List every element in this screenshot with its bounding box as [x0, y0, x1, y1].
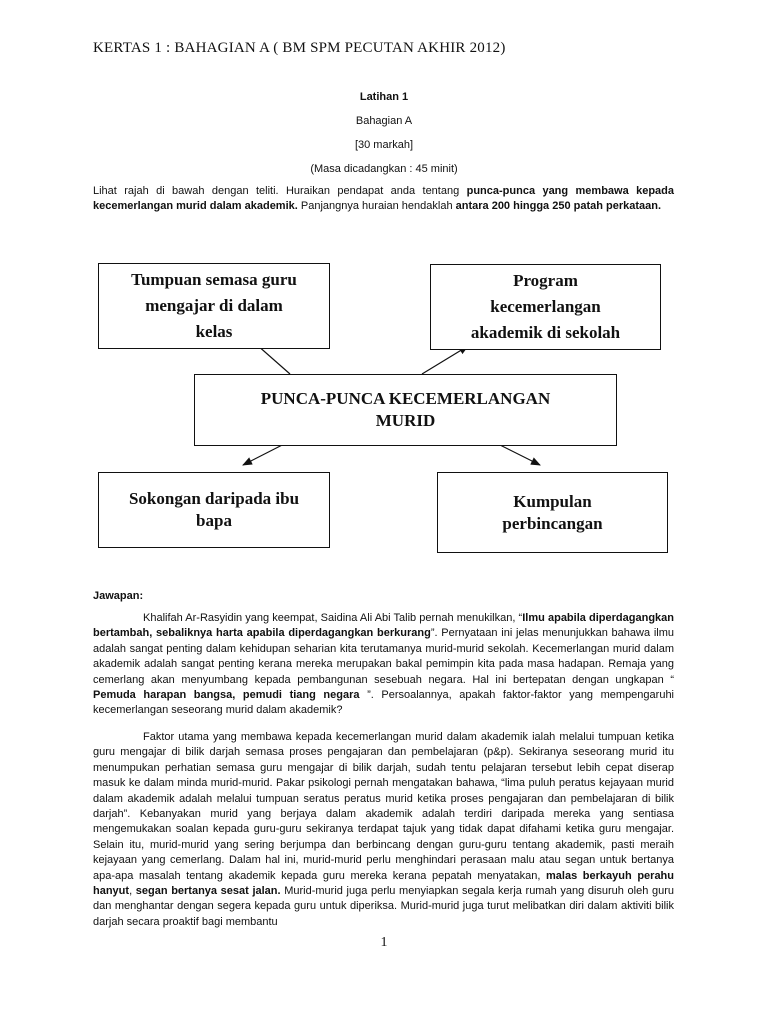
cause-box-study-group: [437, 472, 668, 553]
paragraph-text: Faktor utama yang membawa kepada kecemerlangan murid dalam akademik ialah melalui tumpuan ketika guru mengajar di bilik darjah semasa proses pengajaran dan pembelajaran (p&p). Sekiranya seseorang murid itu menumpukan perhatian semasa guru mengajar di bilik darjah, sudah tentu pelajaran tersebut lebih cepat diserap masuk ke dalam minda murid-murid. Pakar psikologi pernah mengatakan bahawa, “lima puluh peratus kejayaan murid dalam akademik adalah melalui tumpuan seratus peratus murid ketika proses pengajaran dan pembelajaran di bilik darjah”. Kebanyakan murid yang berjaya dalam akademik adalah terdiri daripada mereka yang sentiasa mengemukakan soalan kepada guru-guru sekiranya terdapat tajuk yang tidak dapat difahami ketika guru mengajar. Selain itu, murid-murid yang sering berjumpa dan berbincang dengan guru-guru tentang akademik, pasti meraih kejayaan yang cemerlang. Dalam hal ini, murid-murid perlu menghindari perasaan malu atau segan untuk bertanya apa-apa masalah tentang akademik kepada guru mereka kerana pepatah menyatakan,: [93, 731, 674, 882]
quote-bold: Ilmu apabila diperdagangkan bertambah, sebaliknya harta apabila diperdagangkan berkurang: [93, 612, 674, 640]
box-line: bapa: [196, 511, 232, 530]
paragraph-text: Khalifah Ar-Rasyidin yang keempat, Saidina Ali Abi Talib pernah menukilkan, “: [143, 612, 523, 624]
box-line: Sokongan daripada ibu: [128, 489, 300, 508]
answer-paragraph-2: [93, 730, 674, 930]
answer-label: Jawapan:: [93, 590, 144, 602]
instructions: [93, 184, 674, 214]
quote-bold: Pemuda harapan bangsa, pemudi tiang negara: [93, 689, 360, 702]
box-line: kecemerlangan: [490, 297, 601, 316]
exercise-title: Latihan 1: [359, 91, 409, 103]
paragraph-text: ,: [129, 885, 136, 898]
arrow-top-right: [422, 346, 468, 374]
exercise-section: Bahagian A: [355, 115, 413, 127]
paragraph-text: Murid-murid juga perlu menyiapkan segala kerja rumah yang disuruh oleh guru dan menghantar dengan segera kepada guru untuk diperiksa. Murid-murid juga turut melibatkan diri dalam aktiviti bilik darjah secara proaktif bagi membantu: [93, 885, 674, 928]
box-line: Tumpuan semasa guru: [131, 270, 297, 289]
document-header: KERTAS 1 : BAHAGIAN A ( BM SPM PECUTAN AKHIR 2012): [93, 40, 506, 56]
paragraph-text: ”. Pernyataan ini jelas menunjukkan bahawa ilmu adalah sangat penting dalam kehidupan seharian kita terutamanya murid-murid sekolah. Kecemerlangan murid dalam akademik adalah sangat penting kerana mereka merupakan bakal pemimpin kita pada masa hadapan. Remaja yang cemerlang akan menyumbang kepada pembangunan sesebuah negara. Hal ini bertepatan dengan ungkapan “: [93, 627, 674, 686]
cause-box-parent-support: [98, 472, 330, 548]
box-line: perbincangan: [502, 513, 603, 533]
center-line: MURID: [375, 411, 436, 430]
instructions-bold-2: antara 200 hingga 250 patah perkataan.: [455, 200, 662, 212]
page-number: 1: [380, 935, 388, 950]
box-line: mengajar di dalam: [145, 296, 283, 315]
center-line: PUNCA-PUNCA KECEMERLANGAN: [260, 389, 551, 408]
cause-box-school-program: [430, 264, 661, 350]
exercise-time: (Masa dicadangkan : 45 minit): [310, 163, 458, 175]
cause-box-teacher-focus: [98, 263, 330, 349]
instructions-text-2: Panjangnya huraian hendaklah: [297, 200, 456, 212]
box-line: Program: [513, 271, 578, 290]
box-line: kelas: [195, 322, 233, 341]
center-topic-box: [194, 374, 617, 446]
paragraph-text: ”. Persoalannya, apakah faktor-faktor yang mempengaruhi kecemerlangan seseorang murid dalam akademik?: [93, 689, 674, 717]
proverb-bold: malas berkayuh perahu hanyut: [93, 869, 674, 898]
proverb-bold: segan bertanya sesat jalan.: [135, 885, 281, 898]
box-line: Kumpulan: [513, 491, 592, 511]
instructions-text-1: Lihat rajah di bawah dengan teliti. Huraikan pendapat anda tentang: [93, 185, 467, 197]
answer-paragraph-1: [93, 611, 674, 719]
box-line: akademik di sekolah: [470, 323, 621, 342]
exercise-marks: [30 markah]: [354, 139, 414, 151]
instructions-bold-1: punca-punca yang membawa kepada kecemerlangan murid dalam akademik.: [93, 185, 675, 212]
